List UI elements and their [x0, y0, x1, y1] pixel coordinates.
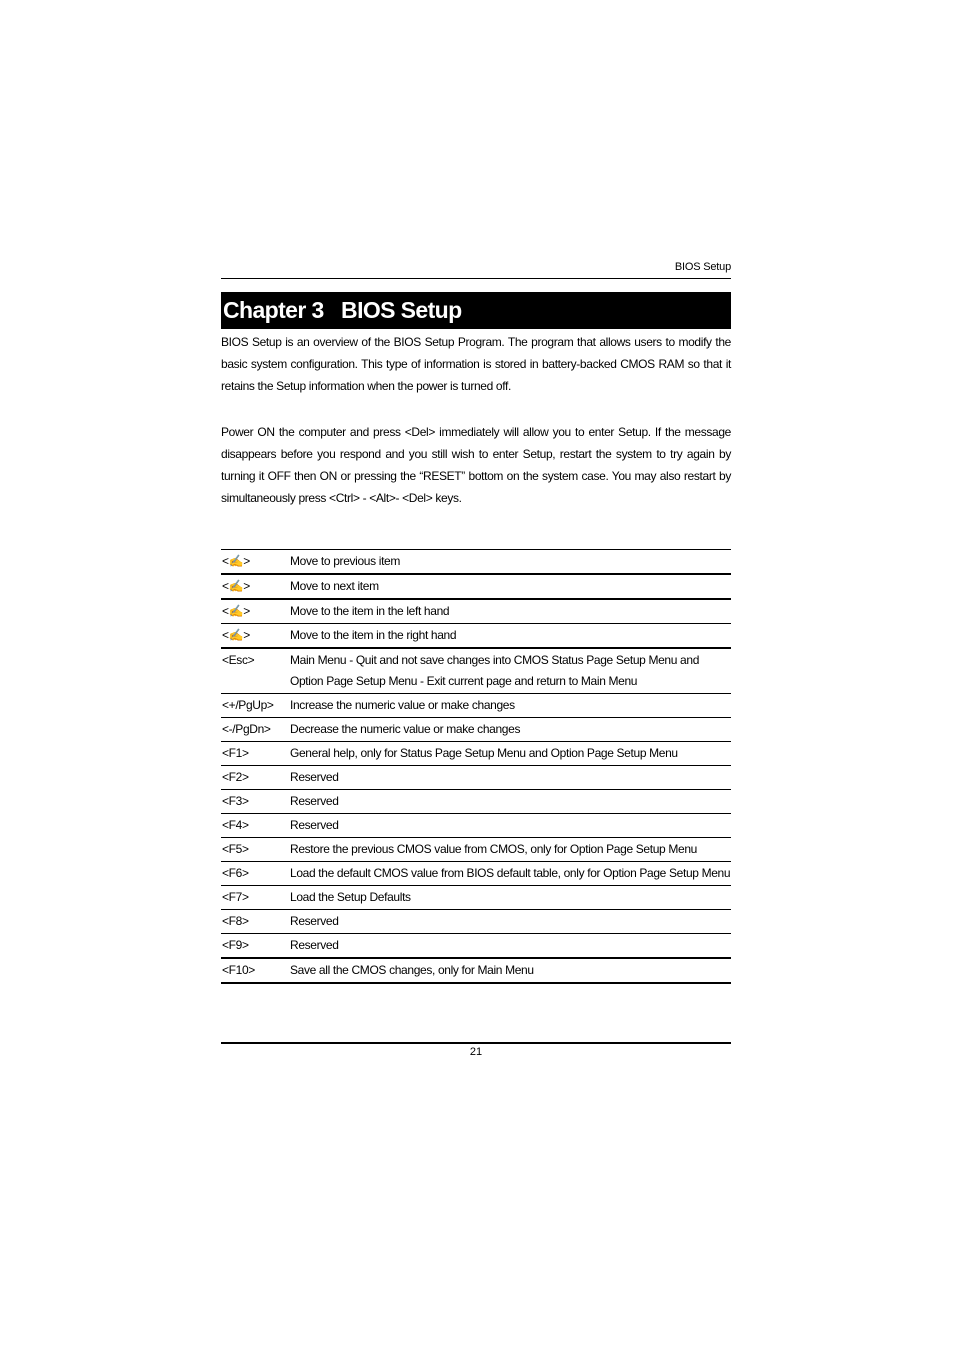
- chapter-title: Chapter 3 BIOS Setup: [223, 297, 462, 323]
- table-row: [221, 599, 731, 624]
- table-row: [221, 742, 731, 766]
- chapter-banner: [221, 292, 731, 329]
- key-cell: <✍>: [222, 628, 250, 642]
- key-cell: <F10>: [222, 963, 255, 977]
- description-cell: Restore the previous CMOS value from CMOS, only for Option Page Setup Menu: [290, 842, 697, 856]
- table-row: [221, 718, 731, 742]
- enter-setup-paragraph: Power ON the computer and press <Del> immediately will allow you to enter Setup. If the message disappears before you respond and you still wish to enter Setup, restart the system to try again by turning it OFF then ON or pressing the “RESET” bottom on the system case. You may also restart by simultaneously press <Ctrl> - <Alt>- <Del> keys.: [221, 425, 731, 505]
- description-cell: Main Menu - Quit and not save changes into CMOS Status Page Setup Menu and Option Page Setup Menu - Exit current page and return to Main Menu: [290, 653, 700, 688]
- table-row: [221, 624, 731, 649]
- description-cell: Reserved: [290, 794, 339, 808]
- key-cell: <F2>: [222, 770, 249, 784]
- page-number: 21: [469, 1046, 483, 1058]
- table-row: [221, 766, 731, 790]
- table-row: [221, 886, 731, 910]
- intro-paragraph: BIOS Setup is an overview of the BIOS Setup Program. The program that allows users to modify the basic system configuration. This type of information is stored in battery-backed CMOS RAM so that it retains the Setup information when the power is turned off.: [221, 335, 731, 393]
- description-cell: Decrease the numeric value or make changes: [290, 722, 521, 736]
- table-row: [221, 838, 731, 862]
- table-row: [221, 574, 731, 599]
- table-row: [221, 862, 731, 886]
- description-cell: Move to previous item: [290, 554, 401, 568]
- key-cell: <F3>: [222, 794, 249, 808]
- description-cell: Load the Setup Defaults: [290, 890, 411, 904]
- description-cell: Reserved: [290, 938, 339, 952]
- table-row: [221, 550, 731, 575]
- key-cell: <F5>: [222, 842, 249, 856]
- table-row: [221, 814, 731, 838]
- description-cell: General help, only for Status Page Setup Menu and Option Page Setup Menu: [290, 746, 678, 760]
- running-header: BIOS Setup: [674, 261, 731, 273]
- key-cell: <+/PgUp>: [222, 698, 274, 712]
- key-cell: <✍>: [222, 554, 250, 568]
- key-cell: <✍>: [222, 604, 250, 618]
- description-cell: Save all the CMOS changes, only for Main Menu: [290, 963, 534, 977]
- key-cell: <-/PgDn>: [222, 722, 271, 736]
- key-cell: <F1>: [222, 746, 249, 760]
- description-cell: Increase the numeric value or make changes: [290, 698, 515, 712]
- key-cell: <F7>: [222, 890, 249, 904]
- description-cell: Reserved: [290, 818, 339, 832]
- description-cell: Reserved: [290, 770, 339, 784]
- description-cell: Reserved: [290, 914, 339, 928]
- table-row: [221, 934, 731, 959]
- table-row: [221, 910, 731, 934]
- key-cell: <F9>: [222, 938, 249, 952]
- description-cell: Load the default CMOS value from BIOS default table, only for Option Page Setup Menu: [290, 866, 731, 880]
- key-cell: <F8>: [222, 914, 249, 928]
- key-cell: <F4>: [222, 818, 249, 832]
- description-cell: Move to the item in the left hand: [290, 604, 450, 618]
- table-row: [221, 790, 731, 814]
- key-cell: <✍>: [222, 579, 250, 593]
- key-cell: <F6>: [222, 866, 249, 880]
- table-row: [221, 648, 731, 694]
- description-cell: Move to next item: [290, 579, 379, 593]
- key-function-table: [221, 549, 731, 984]
- description-cell: Move to the item in the right hand: [290, 628, 457, 642]
- key-cell: <Esc>: [222, 653, 255, 667]
- header-rule: [221, 278, 731, 279]
- footer-rule: [221, 1042, 731, 1044]
- table-row: [221, 958, 731, 983]
- table-row: [221, 694, 731, 718]
